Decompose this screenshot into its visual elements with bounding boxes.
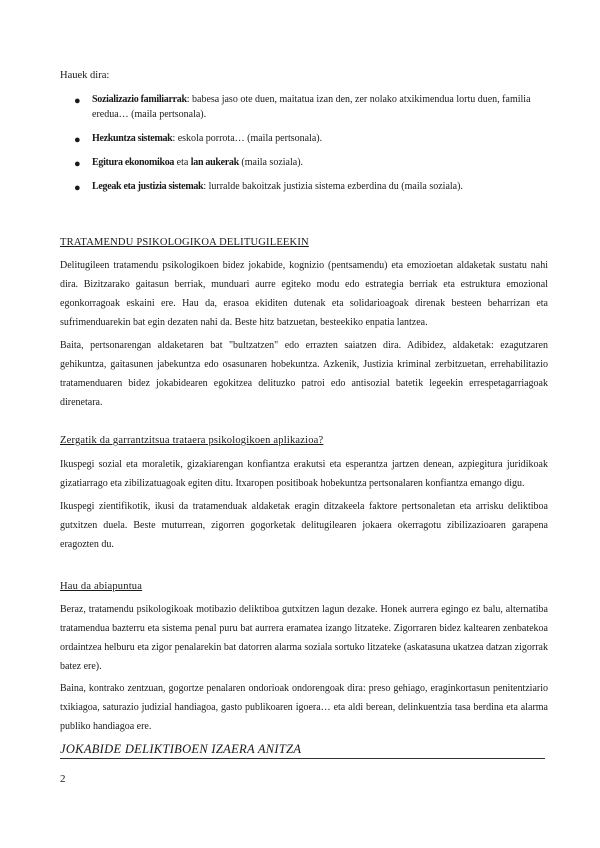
term: Egitura ekonomikoa	[92, 157, 175, 168]
list-item	[60, 179, 550, 194]
section-heading-tratamendu: TRATAMENDU PSIKOLOGIKOA DELITUGILEEKIN	[60, 237, 309, 248]
term: Legeak eta justizia sistemak	[92, 181, 204, 192]
description: : babesa jaso ote duen, maitatua izan den, zer nolako atxikimendua lortu duen, familia eredua… (maila pertsonala).	[92, 94, 531, 120]
paragraph: Delitugileen tratamendu psikologikoen bidez jokabide, kognizio (pentsamendu) eta emozioetan aldaketak sustatu nahi dira. Bizitzarako gaitasun berriak, munduari aurre egiteko modu edo estrategia berriak eta estruktura emozional egonkorragoak eskaini ere. Hau da, erasoa ekiditen dutenak eta solidarioagoak direnak besteen beharrizan eta sufrimenduarekin bat egin dezaten nahi da. Beste hitz batzuetan, besteekiko enpatia lantzea.	[60, 260, 548, 328]
intro-text: Hauek dira:	[60, 70, 110, 81]
section-heading-zergatik: Zergatik da garrantzitsua trataera psikologikoen aplikazioa?	[60, 435, 324, 446]
bullet-icon: ●	[74, 158, 81, 170]
paragraph: Ikuspegi sozial eta moraletik, gizakiarengan konfiantza erakutsi eta esperantza jartzen denean, azpiegitura juridikoak gizatiarrago eta zibilizatuagoak egiten ditu. Itxaropen positiboak hobekuntza pertsonalaren konfiantza emango digu.	[60, 459, 548, 489]
bullet-icon: ●	[74, 95, 81, 107]
term: Sozializazio familiarrak	[92, 94, 187, 105]
bullet-icon: ●	[74, 182, 81, 194]
page-number: 2	[60, 773, 66, 785]
paragraph: Ikuspegi zientifikotik, ikusi da tratamenduak aldaketak eragin ditzakeela faktore pertsonaletan eta arrisku deliktiboa gutxitzen duela. Beste muturrean, zigorren gogorketak delitugilearen jokaera okerragotu zibilizazioaren garapena eragozten du.	[60, 501, 548, 550]
term-2: lan aukerak	[190, 157, 239, 168]
list-item	[60, 92, 550, 122]
description: : lurralde bakoitzak justizia sistema ezberdina du (maila soziala).	[203, 181, 463, 192]
connector: eta	[174, 157, 191, 168]
paragraph: Beraz, tratamendu psikologikoak motibazio deliktiboa gutxitzen lagun dezake. Honek aurrera egingo ez balu, alternatiba tratamendua bazterru eta sistema penal puru bat aurrera eramatea izango litzateke. Zigorraren bidez kaltearen zenbatekoa ordaintzea helburu eta zigor penalarekin bat datorren alarma soziala sortuko litzateke (askatasuna ukatzea datzan zigorrak batez ere).	[60, 604, 548, 672]
list-item	[60, 131, 550, 146]
list-item	[60, 155, 550, 170]
description: : eskola porrota… (maila pertsonala).	[172, 133, 323, 144]
paragraph: Baita, pertsonarengan aldaketaren bat "bultzatzen" edo errazten saiatzen dira. Adibidez, aldaketak: ezagutzaren gehikuntza, gaitasunen jabekuntza edo osasunaren hobekuntza. Azkenik, Justizia kriminal zerbitzuetan, errehabilitazio tratamenduaren bidez jokabidearen egokitzea delituzko patroi edo antisozial batetik legeekin errespetagarriagoak direnetara.	[60, 340, 548, 408]
bullet-icon: ●	[74, 134, 81, 146]
paragraph: Baina, kontrako zentzuan, gogortze penalaren ondorioak ondorengoak dira: preso gehiago, eraginkortasun penitentziario txikiagoa, saturazio judizial handiagoa, gasto publikoaren igoera… eta aldi berean, delinkuentzia tasa berdina eta alarma publiko handiagoa ere.	[60, 683, 548, 732]
term: Hezkuntza sistemak	[92, 133, 173, 144]
description: (maila soziala).	[238, 157, 304, 168]
chapter-title: JOKABIDE DELIKTIBOEN IZAERA ANITZA	[60, 742, 545, 759]
factors-list	[60, 92, 550, 203]
section-heading-abiapuntua: Hau da abiapuntua	[60, 581, 143, 592]
